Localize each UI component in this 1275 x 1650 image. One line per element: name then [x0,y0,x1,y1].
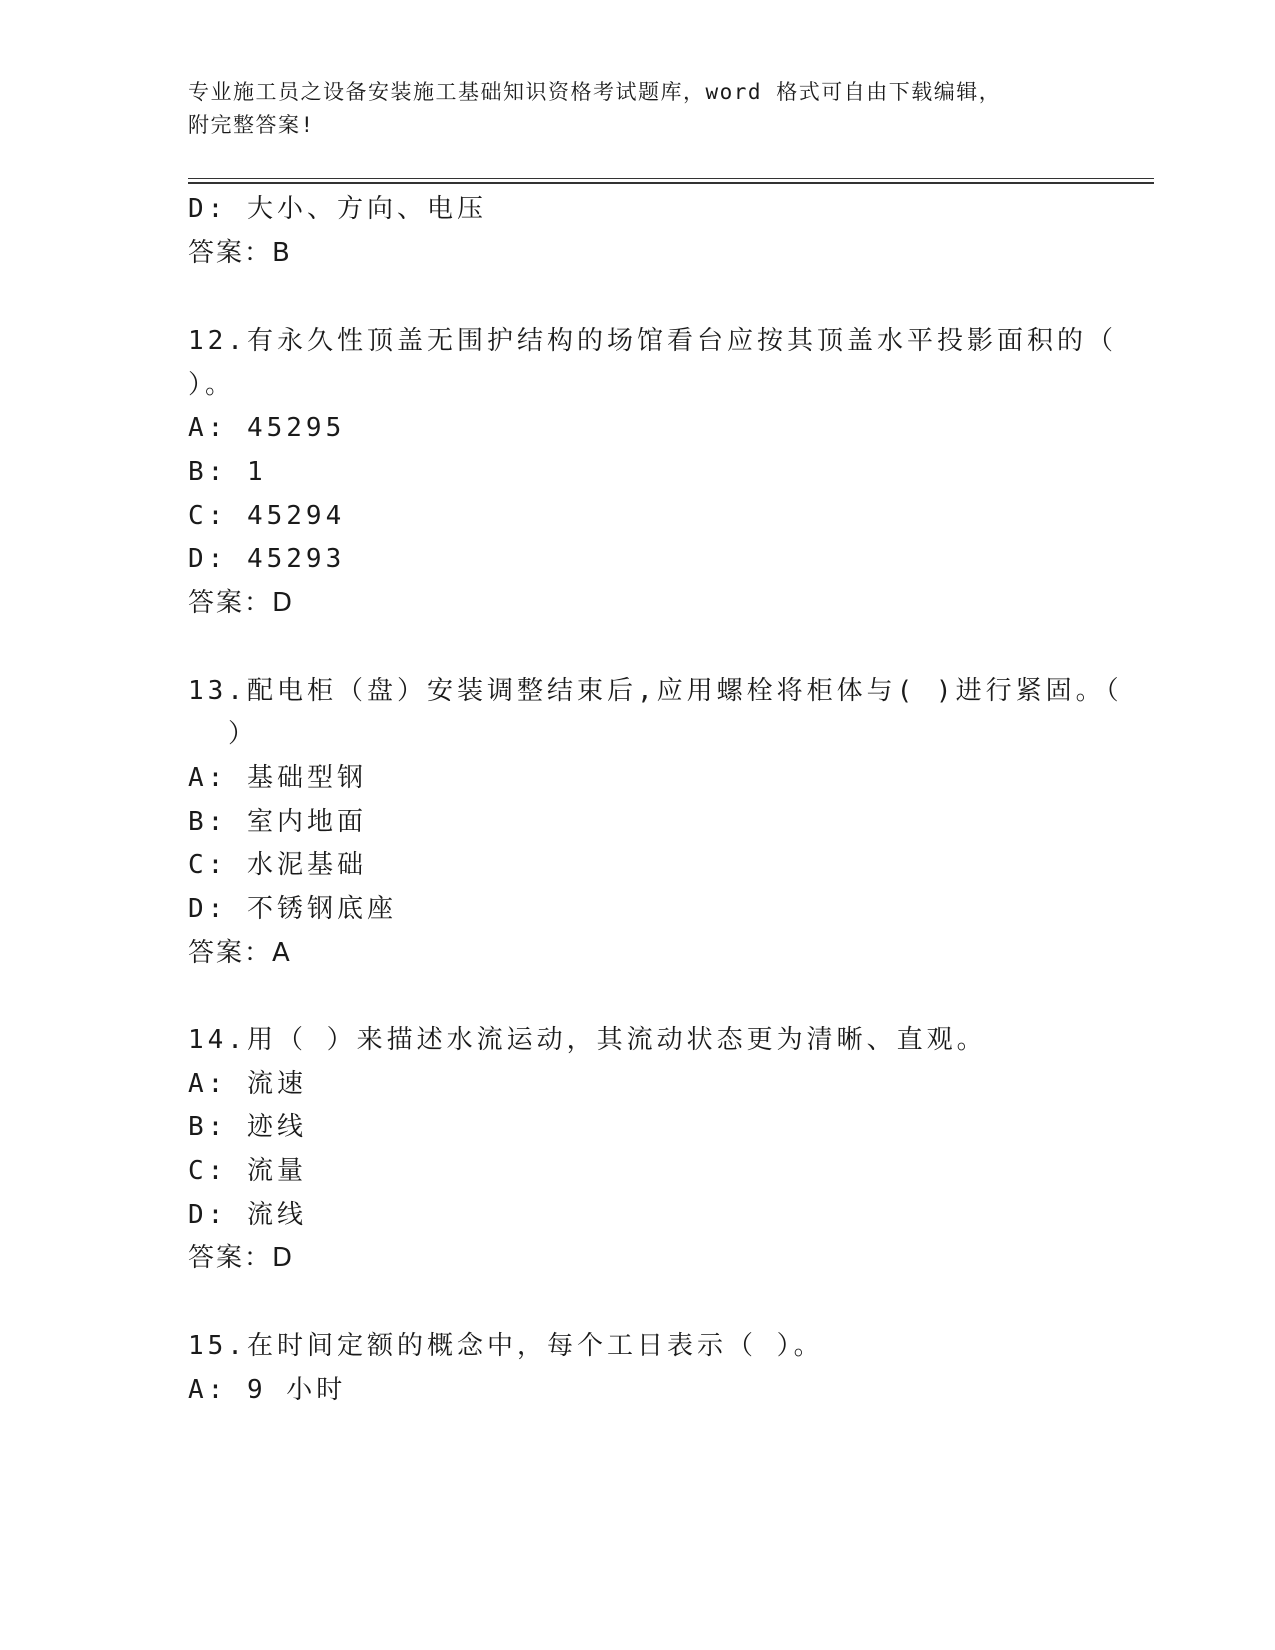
q14-option-a: A: 流速 [188,1069,307,1099]
q12-option-d: D: 45293 [188,544,346,574]
header-line-1: 专业施工员之设备安装施工基础知识资格考试题库，word 格式可自由下载编辑， [188,80,1002,104]
q13-stem-line-2: ） [228,719,259,749]
q12-option-b: B: 1 [188,457,267,487]
header-line-2: 附完整答案! [188,113,315,137]
q13-option-b: B: 室内地面 [188,807,367,837]
q13-stem-line-1: 13.配电柜（盘）安装调整结束后,应用螺栓将柜体与( )进行紧固。（ [188,676,1123,706]
q13-answer: 答案：A [188,938,292,968]
q12-option-c: C: 45294 [188,501,346,531]
q12-answer: 答案：D [188,588,295,618]
q15-option-a: A: 9 小时 [188,1375,347,1405]
q13-option-d: D: 不锈钢底座 [188,894,397,924]
q14-answer: 答案：D [188,1243,295,1273]
q14-option-c: C: 流量 [188,1156,307,1186]
q15-stem-line-1: 15.在时间定额的概念中，每个工日表示（ ）。 [188,1331,824,1361]
header-divider-thin [188,178,1154,179]
prev-answer: 答案：B [188,238,292,268]
q12-stem-line-1: 12.有永久性顶盖无围护结构的场馆看台应按其顶盖水平投影面积的（ [188,326,1117,356]
q13-option-c: C: 水泥基础 [188,850,367,880]
q14-stem-line-1: 14.用（ ）来描述水流运动，其流动状态更为清晰、直观。 [188,1025,987,1055]
q13-option-a: A: 基础型钢 [188,763,367,793]
q14-option-d: D: 流线 [188,1200,307,1230]
document-header [188,76,1088,142]
prev-option-d: D: 大小、方向、电压 [188,194,487,224]
q12-option-a: A: 45295 [188,413,346,443]
q14-option-b: B: 迹线 [188,1112,307,1142]
q12-stem-line-2: ）。 [188,370,236,400]
header-divider-thick [188,182,1154,184]
